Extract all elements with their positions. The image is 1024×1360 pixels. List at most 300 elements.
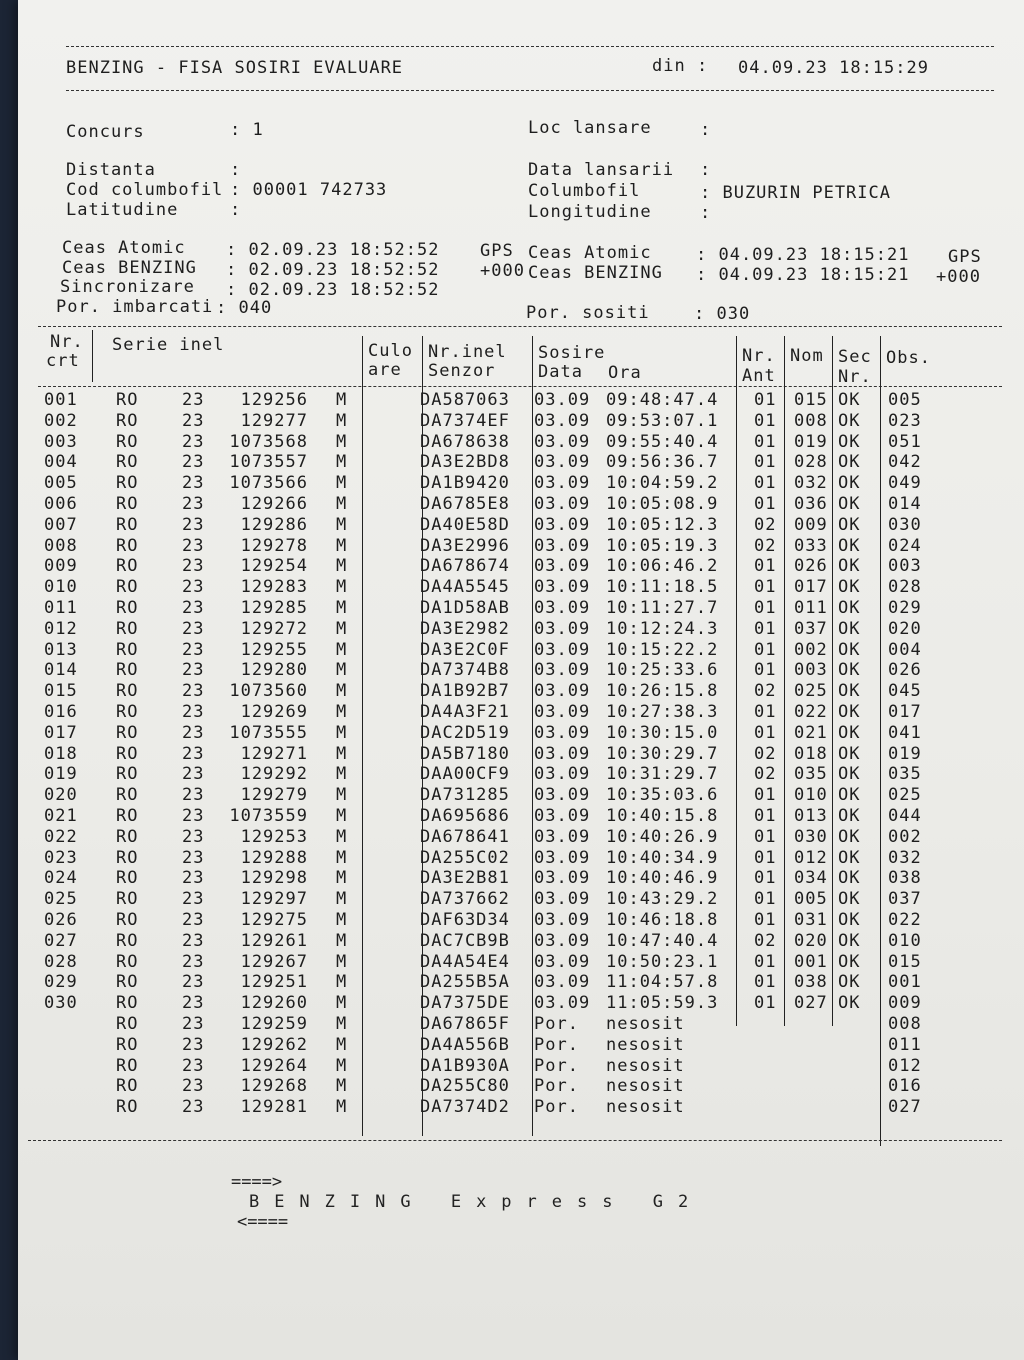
row-security: OK — [838, 868, 861, 889]
row-arrival-date: 03.09 — [534, 494, 591, 514]
row-obs: 044 — [888, 806, 922, 826]
row-country: RO — [116, 494, 139, 514]
row-antenna: 02 — [754, 930, 777, 951]
row-arrival-date: Por. — [534, 1097, 579, 1118]
row-sensor-ring: DAC7CB9B — [420, 930, 510, 951]
row-obs: 029 — [888, 598, 922, 618]
row-arrival-date: 03.09 — [534, 993, 591, 1014]
row-nom: 022 — [794, 702, 828, 722]
row-ring-number: 1073566 — [229, 473, 308, 494]
sincronizare-value: : 02.09.23 18:52:52 — [226, 280, 440, 300]
row-obs: 022 — [888, 910, 922, 930]
row-nr: 021 — [44, 806, 78, 826]
row-obs: 004 — [888, 639, 922, 660]
row-arrival-date: 03.09 — [534, 722, 591, 743]
row-security: OK — [838, 473, 861, 494]
distanta-label: Distanta — [66, 160, 156, 180]
row-country: RO — [116, 618, 139, 639]
row-antenna: 01 — [754, 972, 777, 993]
ceas-atomic-right-value: : 04.09.23 18:15:21 — [696, 245, 910, 265]
row-nom: 009 — [794, 514, 828, 535]
row-ring-number: 1073568 — [229, 431, 308, 452]
row-sensor-ring: DA678641 — [420, 826, 510, 847]
row-antenna: 02 — [754, 535, 777, 556]
row-nr: 027 — [44, 930, 78, 951]
row-arrival-date: 03.09 — [534, 431, 591, 452]
ceas-atomic-right-label: Ceas Atomic — [528, 243, 652, 263]
ceas-benzing-left-extra: +000 — [480, 261, 525, 281]
row-year: 23 — [182, 639, 205, 660]
distanta-value: : — [230, 160, 242, 180]
row-arrival-time: 10:11:27.7 — [606, 598, 719, 618]
row-obs: 035 — [888, 764, 922, 785]
table-row — [18, 598, 1024, 619]
row-country: RO — [116, 868, 139, 889]
row-arrival-time: 10:30:15.0 — [606, 722, 719, 743]
table-top-rule — [38, 326, 1002, 327]
report-date-label: din : — [652, 56, 709, 76]
row-country: RO — [116, 910, 139, 930]
row-obs: 049 — [888, 473, 922, 494]
table-row — [18, 868, 1024, 889]
row-arrival-time: 11:04:57.8 — [606, 972, 719, 993]
footer-arrow-right: <==== — [236, 1212, 289, 1232]
row-arrival-time: 10:30:29.7 — [606, 743, 719, 764]
row-sensor-ring: DAA00CF9 — [420, 764, 510, 785]
row-obs: 010 — [888, 930, 922, 951]
row-antenna: 01 — [754, 806, 777, 826]
row-obs: 020 — [888, 618, 922, 639]
row-year: 23 — [182, 494, 205, 514]
row-arrival-date: 03.09 — [534, 598, 591, 618]
row-arrival-time: nesosit — [606, 1014, 685, 1034]
row-sex: M — [336, 951, 348, 972]
row-nom: 033 — [794, 535, 828, 556]
row-sensor-ring: DA678638 — [420, 431, 510, 452]
row-ring-number: 1073557 — [229, 452, 308, 473]
row-sensor-ring: DA255B5A — [420, 972, 510, 993]
loc-lansare-value: : — [700, 120, 712, 140]
row-sensor-ring: DA3E2982 — [420, 618, 510, 639]
row-year: 23 — [182, 598, 205, 618]
report-title: BENZING - FISA SOSIRI EVALUARE — [66, 58, 404, 78]
row-sensor-ring: DA4A54E4 — [420, 951, 510, 972]
row-nr: 002 — [44, 410, 78, 431]
row-antenna: 01 — [754, 390, 777, 410]
row-sensor-ring: DA255C80 — [420, 1076, 510, 1097]
row-sensor-ring: DA3E2BD8 — [420, 452, 510, 473]
table-row — [18, 390, 1024, 411]
row-year: 23 — [182, 1014, 205, 1034]
row-arrival-date: 03.09 — [534, 951, 591, 972]
row-arrival-date: 03.09 — [534, 452, 591, 473]
row-country: RO — [116, 452, 139, 473]
row-sensor-ring: DA695686 — [420, 806, 510, 826]
row-sensor-ring: DA4A5545 — [420, 577, 510, 598]
row-arrival-date: 03.09 — [534, 514, 591, 535]
row-nr: 023 — [44, 847, 78, 868]
row-antenna: 01 — [754, 473, 777, 494]
row-nom: 021 — [794, 722, 828, 743]
table-row — [18, 702, 1024, 723]
row-sex: M — [336, 702, 348, 722]
row-nom: 005 — [794, 889, 828, 910]
ceas-atomic-right-extra: GPS — [948, 247, 982, 267]
row-nr: 016 — [44, 702, 78, 722]
row-nr: 014 — [44, 660, 78, 681]
table-row — [18, 1035, 1024, 1056]
row-nom: 020 — [794, 930, 828, 951]
row-obs: 030 — [888, 514, 922, 535]
row-year: 23 — [182, 889, 205, 910]
row-country: RO — [116, 951, 139, 972]
ceas-atomic-left-label: Ceas Atomic — [62, 238, 186, 258]
row-arrival-time: 10:50:23.1 — [606, 951, 719, 972]
row-sensor-ring: DA587063 — [420, 390, 510, 410]
row-arrival-date: 03.09 — [534, 806, 591, 826]
row-obs: 045 — [888, 681, 922, 702]
header-culoare-1: Culo — [368, 341, 413, 361]
row-antenna: 01 — [754, 910, 777, 930]
table-row — [18, 411, 1024, 432]
row-antenna: 01 — [754, 452, 777, 473]
row-arrival-date: 03.09 — [534, 785, 591, 806]
row-country: RO — [116, 598, 139, 618]
row-security: OK — [838, 618, 861, 639]
row-nr: 004 — [44, 452, 78, 473]
row-arrival-time: 10:25:33.6 — [606, 660, 719, 681]
row-security: OK — [838, 452, 861, 473]
data-lansarii-value: : — [700, 160, 712, 180]
row-obs: 051 — [888, 431, 922, 452]
row-sensor-ring: DA7374D2 — [420, 1097, 510, 1118]
row-nr: 012 — [44, 618, 78, 639]
row-obs: 009 — [888, 993, 922, 1014]
row-sex: M — [336, 972, 348, 993]
row-arrival-time: 10:40:15.8 — [606, 806, 719, 826]
row-obs: 042 — [888, 452, 922, 473]
row-country: RO — [116, 1014, 139, 1034]
row-security: OK — [838, 598, 861, 618]
row-sensor-ring: DA7375DE — [420, 993, 510, 1014]
row-obs: 017 — [888, 702, 922, 722]
row-country: RO — [116, 722, 139, 743]
footer-text: BENZING Express G2 — [248, 1192, 704, 1212]
row-obs: 041 — [888, 722, 922, 743]
row-year: 23 — [182, 514, 205, 535]
row-sex: M — [336, 764, 348, 785]
table-row — [18, 785, 1024, 806]
row-country: RO — [116, 431, 139, 452]
row-sex: M — [336, 1055, 348, 1076]
table-row — [18, 432, 1024, 453]
row-nom: 027 — [794, 993, 828, 1014]
row-antenna: 02 — [754, 681, 777, 702]
table-row — [18, 952, 1024, 973]
row-nr: 018 — [44, 743, 78, 764]
header-ant: Ant — [742, 366, 776, 386]
row-arrival-time: 10:35:03.6 — [606, 785, 719, 806]
row-nom: 037 — [794, 618, 828, 639]
row-ring-number: 129286 — [240, 514, 308, 535]
row-country: RO — [116, 826, 139, 847]
row-country: RO — [116, 390, 139, 410]
row-security: OK — [838, 494, 861, 514]
row-year: 23 — [182, 681, 205, 702]
row-obs: 008 — [888, 1014, 922, 1034]
table-row — [18, 619, 1024, 640]
row-country: RO — [116, 577, 139, 598]
row-arrival-date: 03.09 — [534, 910, 591, 930]
row-ring-number: 129268 — [240, 1076, 308, 1097]
row-antenna: 01 — [754, 598, 777, 618]
row-sex: M — [336, 847, 348, 868]
row-ring-number: 129272 — [240, 618, 308, 639]
row-ring-number: 129281 — [240, 1097, 308, 1118]
row-country: RO — [116, 681, 139, 702]
row-antenna: 01 — [754, 431, 777, 452]
row-antenna: 01 — [754, 889, 777, 910]
row-antenna: 01 — [754, 826, 777, 847]
row-nom: 036 — [794, 494, 828, 514]
row-obs: 015 — [888, 951, 922, 972]
row-security: OK — [838, 993, 861, 1014]
row-antenna: 01 — [754, 618, 777, 639]
row-ring-number: 129277 — [240, 410, 308, 431]
row-sex: M — [336, 681, 348, 702]
row-arrival-date: 03.09 — [534, 847, 591, 868]
row-security: OK — [838, 410, 861, 431]
row-nom: 003 — [794, 660, 828, 681]
row-security: OK — [838, 681, 861, 702]
printout-sheet — [18, 0, 1024, 1360]
row-nom: 008 — [794, 410, 828, 431]
row-sex: M — [336, 1014, 348, 1034]
row-nom: 026 — [794, 556, 828, 577]
table-row — [18, 452, 1024, 473]
row-sensor-ring: DA4A3F21 — [420, 702, 510, 722]
table-row — [18, 723, 1024, 744]
row-sex: M — [336, 598, 348, 618]
row-obs: 024 — [888, 535, 922, 556]
table-row — [18, 1014, 1024, 1035]
row-ring-number: 129251 — [240, 972, 308, 993]
header-ora: Ora — [608, 363, 642, 383]
row-ring-number: 129280 — [240, 660, 308, 681]
latitudine-value: : — [230, 200, 242, 220]
row-arrival-date: Por. — [534, 1034, 579, 1055]
row-arrival-time: 10:05:19.3 — [606, 535, 719, 556]
row-country: RO — [116, 702, 139, 722]
row-obs: 001 — [888, 972, 922, 993]
row-ring-number: 129288 — [240, 847, 308, 868]
row-nr: 025 — [44, 889, 78, 910]
row-nom: 012 — [794, 847, 828, 868]
row-ring-number: 129260 — [240, 993, 308, 1014]
row-ring-number: 1073555 — [229, 722, 308, 743]
row-arrival-date: 03.09 — [534, 868, 591, 889]
row-ring-number: 129253 — [240, 826, 308, 847]
row-year: 23 — [182, 1076, 205, 1097]
row-year: 23 — [182, 452, 205, 473]
ceas-benzing-right-value: : 04.09.23 18:15:21 — [696, 265, 910, 285]
row-obs: 023 — [888, 410, 922, 431]
row-sex: M — [336, 910, 348, 930]
row-arrival-time: 10:47:40.4 — [606, 930, 719, 951]
row-nr: 007 — [44, 514, 78, 535]
row-obs: 012 — [888, 1055, 922, 1076]
row-arrival-time: 11:05:59.3 — [606, 993, 719, 1014]
row-year: 23 — [182, 868, 205, 889]
row-obs: 016 — [888, 1076, 922, 1097]
row-sensor-ring: DA3E2C0F — [420, 639, 510, 660]
row-arrival-time: 10:31:29.7 — [606, 764, 719, 785]
row-arrival-time: 10:43:29.2 — [606, 889, 719, 910]
header-crt: crt — [46, 351, 80, 371]
title-top-rule — [66, 46, 994, 47]
table-row — [18, 910, 1024, 931]
row-security: OK — [838, 431, 861, 452]
row-security: OK — [838, 535, 861, 556]
row-arrival-date: 03.09 — [534, 826, 591, 847]
row-sensor-ring: DA731285 — [420, 785, 510, 806]
row-sex: M — [336, 930, 348, 951]
row-sex: M — [336, 785, 348, 806]
row-arrival-date: 03.09 — [534, 681, 591, 702]
row-year: 23 — [182, 535, 205, 556]
ceas-benzing-right-extra: +000 — [936, 267, 981, 287]
row-sex: M — [336, 577, 348, 598]
row-nr: 028 — [44, 951, 78, 972]
row-sex: M — [336, 660, 348, 681]
row-year: 23 — [182, 806, 205, 826]
row-ring-number: 129285 — [240, 598, 308, 618]
row-obs: 037 — [888, 889, 922, 910]
row-sensor-ring: DA6785E8 — [420, 494, 510, 514]
ceas-benzing-right-label: Ceas BENZING — [528, 263, 663, 283]
row-arrival-time: 09:55:40.4 — [606, 431, 719, 452]
table-row — [18, 848, 1024, 869]
table-row — [18, 1076, 1024, 1097]
row-sensor-ring: DA3E2996 — [420, 535, 510, 556]
row-year: 23 — [182, 972, 205, 993]
row-country: RO — [116, 556, 139, 577]
row-country: RO — [116, 889, 139, 910]
row-nr: 003 — [44, 431, 78, 452]
row-ring-number: 129269 — [240, 702, 308, 722]
row-nr: 011 — [44, 598, 78, 618]
row-ring-number: 129259 — [240, 1014, 308, 1034]
row-arrival-date: 03.09 — [534, 410, 591, 431]
row-sensor-ring: DA67865F — [420, 1014, 510, 1034]
table-row — [18, 660, 1024, 681]
row-sex: M — [336, 722, 348, 743]
row-arrival-time: nesosit — [606, 1097, 685, 1118]
row-sex: M — [336, 514, 348, 535]
por-imbarcati-value: : 040 — [216, 298, 273, 318]
row-security: OK — [838, 722, 861, 743]
por-imbarcati-label: Por. imbarcati — [56, 297, 214, 317]
row-sex: M — [336, 889, 348, 910]
row-security: OK — [838, 702, 861, 722]
row-sex: M — [336, 1076, 348, 1097]
row-obs: 003 — [888, 556, 922, 577]
row-sex: M — [336, 1097, 348, 1118]
row-arrival-time: nesosit — [606, 1034, 685, 1055]
row-arrival-time: 10:06:46.2 — [606, 556, 719, 577]
table-row — [18, 556, 1024, 577]
row-antenna: 01 — [754, 868, 777, 889]
row-year: 23 — [182, 847, 205, 868]
row-year: 23 — [182, 431, 205, 452]
row-year: 23 — [182, 951, 205, 972]
row-nom: 018 — [794, 743, 828, 764]
row-obs: 025 — [888, 785, 922, 806]
sincronizare-label: Sincronizare — [60, 277, 195, 297]
row-year: 23 — [182, 722, 205, 743]
ceas-atomic-left-value: : 02.09.23 18:52:52 — [226, 240, 440, 260]
row-year: 23 — [182, 390, 205, 410]
header-nr: Nr. — [50, 332, 84, 352]
row-nom: 011 — [794, 598, 828, 618]
row-arrival-date: 03.09 — [534, 660, 591, 681]
row-security: OK — [838, 743, 861, 764]
row-year: 23 — [182, 826, 205, 847]
row-sex: M — [336, 452, 348, 473]
row-sex: M — [336, 618, 348, 639]
table-row — [18, 577, 1024, 598]
row-antenna: 02 — [754, 514, 777, 535]
row-sex: M — [336, 993, 348, 1014]
row-arrival-date: 03.09 — [534, 390, 591, 410]
row-arrival-date: 03.09 — [534, 972, 591, 993]
row-ring-number: 129262 — [240, 1034, 308, 1055]
header-culoare-2: are — [368, 360, 402, 380]
row-nom: 025 — [794, 681, 828, 702]
row-security: OK — [838, 514, 861, 535]
row-sex: M — [336, 556, 348, 577]
row-country: RO — [116, 410, 139, 431]
report-date: 04.09.23 18:15:29 — [738, 58, 929, 78]
row-nom: 001 — [794, 951, 828, 972]
row-security: OK — [838, 390, 861, 410]
row-nr: 017 — [44, 722, 78, 743]
row-ring-number: 129278 — [240, 535, 308, 556]
columbofil-label: Columbofil — [528, 181, 641, 201]
row-sex: M — [336, 390, 348, 410]
row-arrival-time: 10:40:46.9 — [606, 868, 719, 889]
row-year: 23 — [182, 785, 205, 806]
footer — [190, 1152, 703, 1252]
row-sex: M — [336, 410, 348, 431]
row-year: 23 — [182, 577, 205, 598]
row-nom: 031 — [794, 910, 828, 930]
table-row — [18, 806, 1024, 827]
row-country: RO — [116, 1034, 139, 1055]
row-arrival-time: 10:05:12.3 — [606, 514, 719, 535]
row-sex: M — [336, 826, 348, 847]
row-obs: 038 — [888, 868, 922, 889]
row-arrival-time: 09:48:47.4 — [606, 390, 719, 410]
row-nr: 020 — [44, 785, 78, 806]
row-year: 23 — [182, 1055, 205, 1076]
row-sensor-ring: DA1B9420 — [420, 473, 510, 494]
table-bottom-rule — [28, 1140, 1002, 1141]
row-arrival-time: 10:11:18.5 — [606, 577, 719, 598]
row-year: 23 — [182, 743, 205, 764]
row-year: 23 — [182, 660, 205, 681]
por-sositi-label: Por. sositi — [526, 303, 650, 323]
